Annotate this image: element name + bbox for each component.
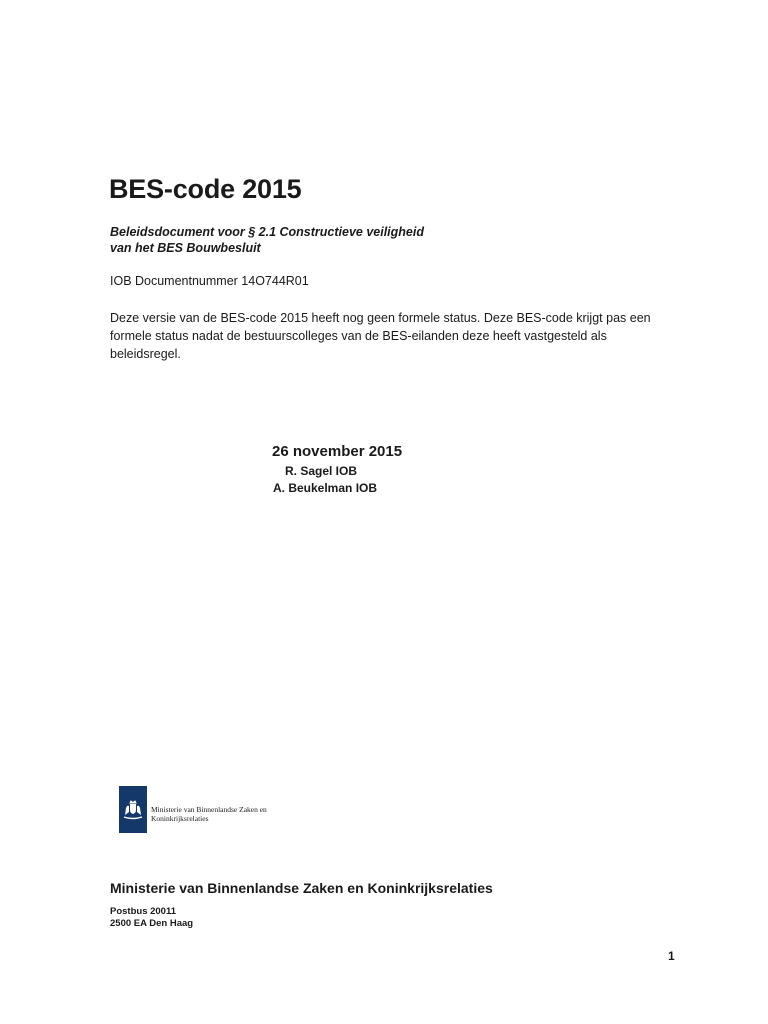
ministry-logo	[119, 786, 319, 834]
document-title: BES-code 2015	[109, 174, 302, 204]
document-number: IOB Documentnummer 14O744R01	[110, 274, 309, 288]
logo-text	[151, 805, 267, 823]
logo-text-line: Ministerie van Binnenlandse Zaken en	[151, 805, 267, 814]
address-line: 2500 EA Den Haag	[110, 918, 194, 929]
subtitle-line: Beleidsdocument voor § 2.1 Constructieve veiligheid	[110, 225, 424, 239]
postal-address	[110, 906, 193, 930]
address-line: Postbus 20011	[110, 906, 177, 917]
status-line: beleidsregel.	[110, 347, 181, 361]
document-date: 26 november 2015	[272, 443, 403, 460]
logo-text-line: Koninkrijksrelaties	[151, 814, 209, 823]
document-subtitle	[110, 224, 424, 256]
logo-block	[119, 786, 147, 833]
author-name: R. Sagel IOB	[285, 464, 358, 478]
page-number: 1	[668, 949, 675, 963]
status-paragraph	[110, 309, 670, 363]
author-name: A. Beukelman IOB	[273, 481, 378, 495]
subtitle-line: van het BES Bouwbesluit	[110, 241, 261, 255]
status-line: formele status nadat de bestuurscolleges van de BES-eilanden deze heeft vastgesteld als	[110, 329, 607, 343]
ministry-name: Ministerie van Binnenlandse Zaken en Koninkrijksrelaties	[110, 880, 493, 896]
coat-of-arms-icon	[122, 800, 144, 820]
status-line: Deze versie van de BES-code 2015 heeft nog geen formele status. Deze BES-code krijgt pas een	[110, 311, 651, 325]
